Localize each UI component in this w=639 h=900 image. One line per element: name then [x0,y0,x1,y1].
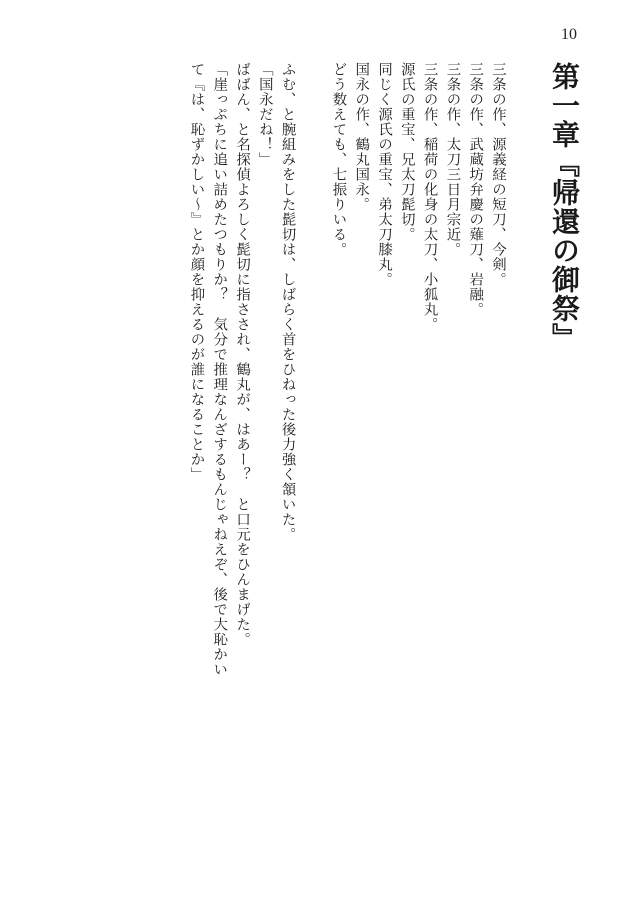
text-line: 源氏の重宝、兄太刀髭切。 [398,62,415,242]
text-line: 三条の作、稲荷の化身の太刀、小狐丸。 [421,62,438,332]
page-body [185,62,579,862]
text-line: 三条の作、武蔵坊弁慶の薙刀、岩融。 [467,62,484,317]
text-line: て『は、恥ずかしい～』とか顔を抑えるのが誰になることか」 [188,62,205,482]
text-line: 国永の作、鶴丸国永。 [353,62,370,212]
sword-list-section [327,62,509,862]
text-line: 「国永だね！」 [256,62,273,167]
text-line: 三条の作、太刀三日月宗近。 [444,62,461,257]
dialogue-section [185,62,299,862]
text-line: ふむ、と腕組みをした髭切は、しばらく首をひねった後力強く頷いた。 [279,62,296,542]
text-line: ばばん、と名探偵よろしく髭切に指さされ、鶴丸が、はあー？ と口元をひんまげた。 [234,62,251,647]
text-line: 三条の作、源義経の短刀、今剣。 [490,62,506,287]
text-line: 「崖っぷちに追い詰めたつもりか？ 気分で推理なんざするもんじゃねえぞ、後で大恥かい [211,62,228,677]
text-line: どう数えても、七振りいる。 [330,62,347,257]
chapter-title: 第一章『帰還の御祭』 [548,62,581,352]
page-number: 10 [561,26,577,43]
text-line: 同じく源氏の重宝、弟太刀膝丸。 [376,62,393,287]
